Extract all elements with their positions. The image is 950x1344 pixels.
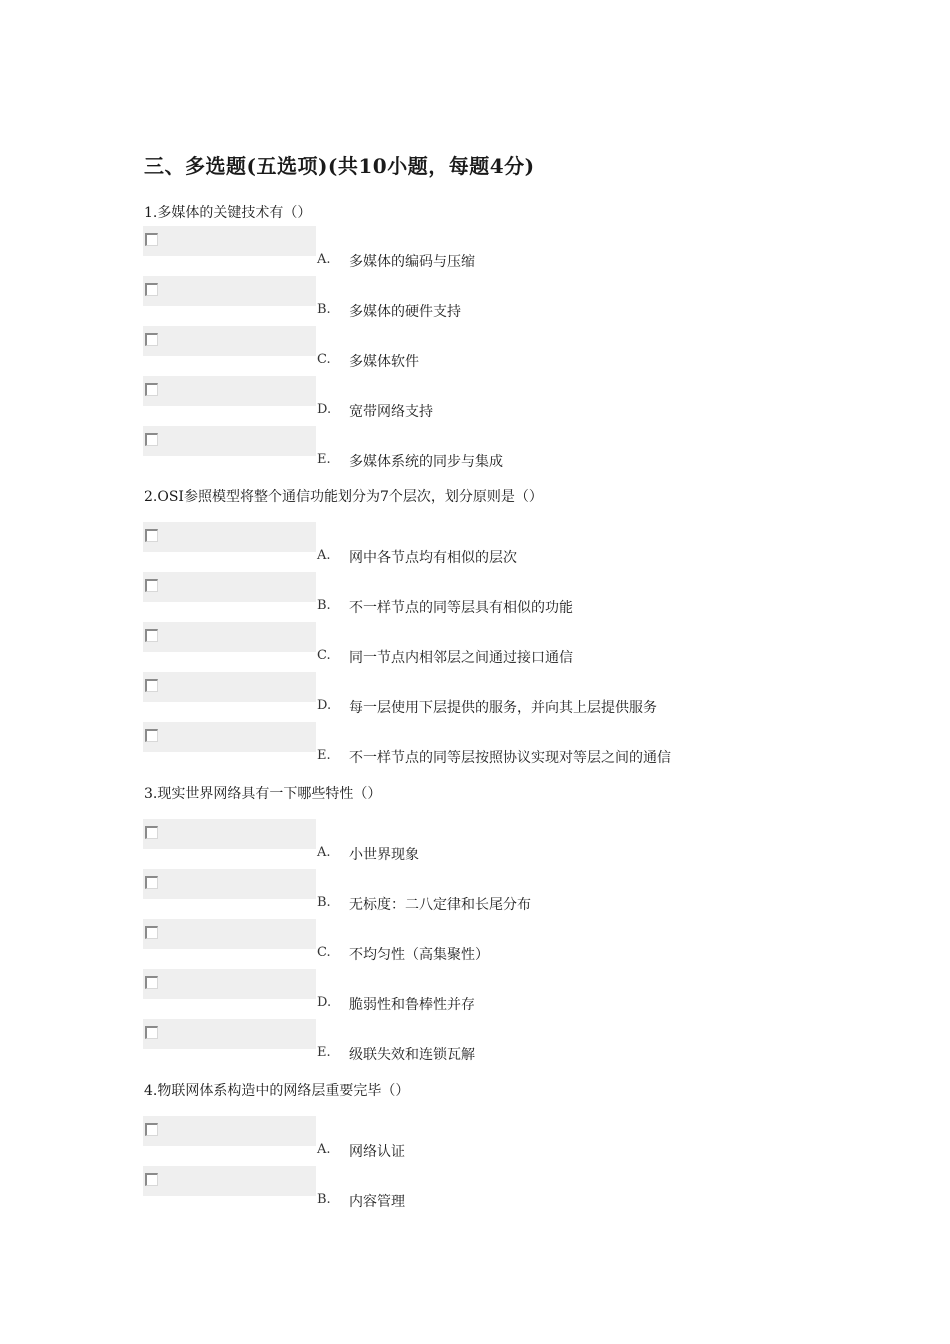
option-row: [143, 819, 743, 869]
option-checkbox-area: [143, 969, 316, 999]
option-text: 多媒体软件: [349, 354, 419, 370]
option-row: [143, 969, 743, 1019]
option-checkbox-area: [143, 1166, 316, 1196]
option-row: [143, 426, 743, 476]
option-text: 同一节点内相邻层之间通过接口通信: [349, 650, 573, 666]
option-letter: B.: [317, 1192, 331, 1207]
option-row: [143, 376, 743, 426]
option-checkbox[interactable]: [145, 529, 158, 542]
option-checkbox[interactable]: [145, 976, 158, 989]
option-checkbox[interactable]: [145, 679, 158, 692]
option-checkbox-area: [143, 226, 316, 256]
option-text: 多媒体系统的同步与集成: [349, 454, 503, 470]
option-letter: C.: [317, 945, 331, 960]
option-text: 多媒体的编码与压缩: [349, 254, 475, 270]
option-text: 不一样节点的同等层具有相似的功能: [349, 600, 573, 616]
option-checkbox-area: [143, 672, 316, 702]
option-checkbox[interactable]: [145, 283, 158, 296]
option-letter: E.: [317, 748, 331, 763]
option-letter: A.: [317, 1142, 331, 1157]
option-letter: D.: [317, 995, 332, 1010]
option-letter: C.: [317, 648, 331, 663]
option-checkbox[interactable]: [145, 233, 158, 246]
option-text: 宽带网络支持: [349, 404, 433, 420]
option-row: [143, 919, 743, 969]
option-letter: D.: [317, 698, 332, 713]
option-letter: D.: [317, 402, 332, 417]
option-checkbox-area: [143, 869, 316, 899]
option-text: 网络认证: [349, 1144, 405, 1160]
option-letter: A.: [317, 548, 331, 563]
option-checkbox[interactable]: [145, 826, 158, 839]
option-row: [143, 522, 743, 572]
option-text: 网中各节点均有相似的层次: [349, 550, 517, 566]
option-checkbox[interactable]: [145, 876, 158, 889]
option-letter: E.: [317, 452, 331, 467]
option-text: 级联失效和连锁瓦解: [349, 1047, 475, 1063]
option-text: 小世界现象: [349, 847, 419, 863]
section-title: 三、多选题(五选项)(共10小题，每题4分): [144, 154, 535, 178]
option-checkbox-area: [143, 1019, 316, 1049]
question-stem: 3.现实世界网络具有一下哪些特性（）: [144, 786, 382, 802]
option-row: [143, 1166, 743, 1216]
option-row: [143, 572, 743, 622]
option-row: [143, 226, 743, 276]
option-row: [143, 276, 743, 326]
option-text: 无标度：二八定律和长尾分布: [349, 897, 531, 913]
option-row: [143, 722, 743, 772]
option-text: 脆弱性和鲁棒性并存: [349, 997, 475, 1013]
option-checkbox[interactable]: [145, 926, 158, 939]
option-row: [143, 1019, 743, 1069]
option-checkbox[interactable]: [145, 629, 158, 642]
option-checkbox[interactable]: [145, 729, 158, 742]
question-stem: 4.物联网体系构造中的网络层重要完毕（）: [144, 1083, 410, 1099]
option-row: [143, 869, 743, 919]
option-text: 每一层使用下层提供的服务，并向其上层提供服务: [349, 700, 657, 716]
option-letter: A.: [317, 845, 331, 860]
option-text: 内容管理: [349, 1194, 405, 1210]
option-letter: E.: [317, 1045, 331, 1060]
option-checkbox[interactable]: [145, 333, 158, 346]
option-letter: B.: [317, 302, 331, 317]
option-letter: A.: [317, 252, 331, 267]
option-row: [143, 622, 743, 672]
option-checkbox-area: [143, 819, 316, 849]
option-checkbox[interactable]: [145, 579, 158, 592]
option-checkbox-area: [143, 919, 316, 949]
option-text: 不均匀性（高集聚性）: [349, 947, 489, 963]
option-checkbox-area: [143, 572, 316, 602]
option-row: [143, 1116, 743, 1166]
option-checkbox-area: [143, 376, 316, 406]
question-stem: 2.OSI参照模型将整个通信功能划分为7个层次，划分原则是（）: [144, 489, 543, 505]
option-row: [143, 672, 743, 722]
question-stem: 1.多媒体的关键技术有（）: [144, 205, 312, 221]
option-checkbox-area: [143, 326, 316, 356]
option-checkbox-area: [143, 722, 316, 752]
option-letter: B.: [317, 598, 331, 613]
option-checkbox[interactable]: [145, 1173, 158, 1186]
option-letter: B.: [317, 895, 331, 910]
option-checkbox[interactable]: [145, 1123, 158, 1136]
option-checkbox[interactable]: [145, 1026, 158, 1039]
option-letter: C.: [317, 352, 331, 367]
option-checkbox-area: [143, 622, 316, 652]
option-text: 不一样节点的同等层按照协议实现对等层之间的通信: [349, 750, 671, 766]
option-checkbox-area: [143, 426, 316, 456]
option-text: 多媒体的硬件支持: [349, 304, 461, 320]
option-checkbox-area: [143, 522, 316, 552]
option-row: [143, 326, 743, 376]
option-checkbox-area: [143, 276, 316, 306]
option-checkbox[interactable]: [145, 383, 158, 396]
option-checkbox-area: [143, 1116, 316, 1146]
option-checkbox[interactable]: [145, 433, 158, 446]
